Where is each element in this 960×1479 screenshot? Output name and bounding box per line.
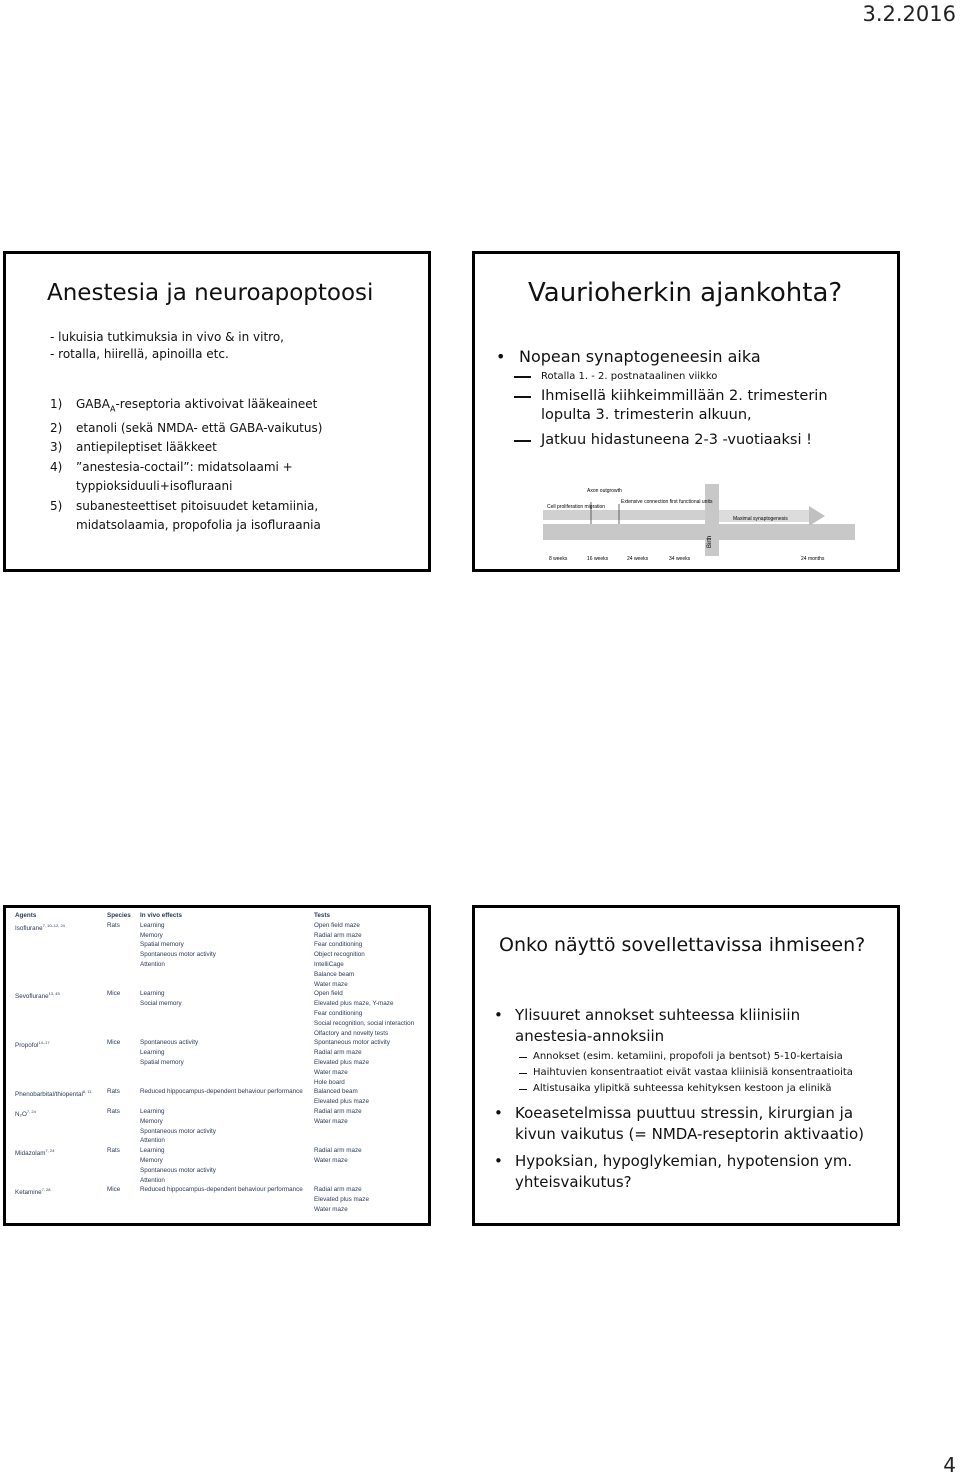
- timeline-label-axon: Axon outgrowth: [587, 488, 622, 494]
- agent-ref: 13, 45: [48, 991, 60, 997]
- timeline-label-proliferation: Cell proliferation migration: [547, 504, 606, 510]
- tests-cell: [314, 1107, 424, 1146]
- test-item: Elevated plus maze: [314, 1098, 369, 1106]
- tests-cell: [314, 1038, 424, 1087]
- item-text-pre: GABA: [76, 397, 110, 411]
- sub-bullet: Haihtuvien konsentraatiot eivät vastaa kliinisiä konsentraatioita: [491, 1065, 891, 1081]
- bullet: • Koeasetelmissa puuttuu stressin, kirurgian ja kivun vaikutus (= NMDA-reseptorin aktivaatio): [491, 1103, 895, 1145]
- effect-item: Spontaneous motor activity: [140, 1127, 216, 1135]
- timeline-tick: 16 weeks: [587, 556, 609, 562]
- agent-name: Phenobarbital/thiopental: [15, 1091, 83, 1099]
- effect-item: Spontaneous motor activity: [140, 951, 216, 959]
- item-number: 1): [50, 397, 63, 411]
- agent-cell: [15, 1038, 107, 1087]
- agent-cell: [15, 1185, 107, 1214]
- sub-bullet: Annokset (esim. ketamiini, propofoli ja bentsot) 5-10-kertaisia: [491, 1049, 891, 1065]
- effects-cell: [140, 1146, 314, 1185]
- agent-cell: [15, 1146, 107, 1185]
- test-item: Radial arm maze: [314, 1147, 362, 1155]
- test-item: Radial arm maze: [314, 1186, 362, 1194]
- effect-item: Learning: [140, 1147, 165, 1155]
- agent-ref: 14–17: [38, 1040, 50, 1046]
- test-item: Balance beam: [314, 970, 355, 978]
- test-item: Radial arm maze: [314, 931, 362, 939]
- item-text: [76, 395, 406, 419]
- table-row: [15, 921, 424, 990]
- list-item: [50, 395, 406, 419]
- list-item: [50, 458, 406, 497]
- species-cell: Mice: [107, 1186, 121, 1194]
- test-item: Social recognition, social interaction: [314, 1019, 415, 1027]
- test-item: Radial arm maze: [314, 1107, 362, 1115]
- test-item: Elevated plus maze: [314, 1058, 369, 1066]
- tests-cell: [314, 1185, 424, 1214]
- timeline-label-synaptogenesis: Maximal synaptogenesis: [733, 516, 788, 522]
- item-text-post: -reseptoria aktivoivat lääkeaineet: [115, 397, 318, 411]
- table-row: [15, 1146, 424, 1185]
- effects-cell: [140, 1185, 314, 1214]
- test-item: IntelliCage: [314, 960, 344, 968]
- test-item: Fear conditioning: [314, 941, 363, 949]
- table-row: [15, 989, 424, 1038]
- header-tests: Tests: [314, 912, 330, 919]
- slide-vulnerable-period: [472, 251, 900, 572]
- slide-anesthesia-neuroapoptosis: [3, 251, 431, 572]
- effect-item: Memory: [140, 931, 163, 939]
- item-number: 2): [50, 420, 63, 435]
- agent-name: Midazolam: [15, 1150, 46, 1158]
- effect-item: Reduced hippocampus-dependent behaviour performance: [140, 1186, 303, 1194]
- species-cell: Mice: [107, 990, 121, 998]
- item-text: antiepileptiset lääkkeet: [76, 440, 217, 455]
- slide-title: Vaurioherkin ajankohta?: [528, 278, 843, 308]
- header-effects: In vivo effects: [140, 912, 182, 919]
- intro-line: - rotalla, hiirellä, apinoilla etc.: [50, 347, 229, 361]
- agent-ref: 7, 28: [41, 1187, 51, 1193]
- timeline-tick: 24 months: [801, 556, 825, 562]
- effect-item: Learning: [140, 990, 165, 998]
- effect-item: Learning: [140, 921, 165, 929]
- bullet: • Ylisuuret annokset suhteessa kliinisiin anestesia-annoksiin: [491, 1005, 835, 1047]
- table-header: [15, 911, 424, 921]
- item-number: 3): [50, 440, 63, 455]
- timeline-tick: 8 weeks: [549, 556, 568, 562]
- agent-ref: 7, 24: [26, 1108, 36, 1114]
- test-item: Spontaneous motor activity: [314, 1039, 390, 1047]
- effect-item: Attention: [140, 960, 165, 968]
- test-item: Object recognition: [314, 951, 365, 959]
- species-cell: Mice: [107, 1039, 121, 1047]
- effect-item: Memory: [140, 1117, 163, 1125]
- brain-development-timeline: [535, 484, 865, 566]
- effect-item: Attention: [140, 1137, 165, 1145]
- agent-cell: [15, 921, 107, 990]
- intro-text: [50, 329, 284, 363]
- list-item: [50, 438, 406, 458]
- effects-cell: [140, 1038, 314, 1087]
- agent-cell: [15, 1107, 107, 1146]
- timeline-birth-label: Birth: [707, 535, 713, 548]
- species-cell: Rats: [107, 921, 120, 929]
- list-item: [50, 419, 406, 439]
- header-species: Species: [107, 912, 131, 919]
- test-item: Water maze: [314, 1068, 348, 1076]
- test-item: Elevated plus maze: [314, 1196, 369, 1204]
- species-cell: Rats: [107, 1147, 120, 1155]
- sub-bullet: Rotalla 1. - 2. postnataalinen viikko: [491, 369, 891, 384]
- effect-item: Learning: [140, 1107, 165, 1115]
- slide-human-applicability: [472, 905, 900, 1226]
- intro-line: - lukuisia tutkimuksia in vivo & in vitro,: [50, 330, 284, 344]
- timeline-tick: 34 weeks: [669, 556, 691, 562]
- agent-name: Ketamine: [15, 1189, 42, 1197]
- effect-item: Spatial memory: [140, 1058, 184, 1066]
- slide-body: [491, 999, 891, 1193]
- test-item: Fear conditioning: [314, 1009, 363, 1017]
- test-item: Water maze: [314, 980, 348, 988]
- bullet: • Nopean synaptogeneesin aika: [491, 347, 891, 367]
- numbered-list: [50, 395, 406, 536]
- item-text: subanesteettiset pitoisuudet ketamiinia, midatsolaamia, propofolia ja isofluraania: [76, 498, 321, 533]
- agent-ref: 7, 24: [45, 1148, 55, 1154]
- test-item: Water maze: [314, 1117, 348, 1125]
- test-item: Elevated plus maze, Y-maze: [314, 1000, 394, 1008]
- effect-item: Reduced hippocampus-dependent behaviour performance: [140, 1088, 303, 1096]
- test-item: Olfactory and novelty tests: [314, 1029, 389, 1037]
- date-header: 3.2.2016: [862, 2, 956, 26]
- effect-item: Learning: [140, 1049, 165, 1057]
- effect-item: Spontaneous activity: [140, 1039, 199, 1047]
- test-item: Radial arm maze: [314, 1049, 362, 1057]
- test-item: Open field maze: [314, 921, 360, 929]
- slide-animal-studies-table: [3, 905, 431, 1226]
- agent-name: N₂O: [15, 1111, 27, 1119]
- slide-body: [491, 347, 891, 450]
- table-row: [15, 1038, 424, 1087]
- species-cell: Rats: [107, 1088, 120, 1096]
- agent-name: Isoflurane: [15, 924, 43, 932]
- effect-item: Social memory: [140, 1000, 182, 1008]
- table-row: [15, 1087, 424, 1107]
- agent-name: Propofol: [15, 1042, 39, 1050]
- effect-item: Memory: [140, 1156, 163, 1164]
- tests-cell: [314, 1087, 424, 1107]
- test-item: Balanced beam: [314, 1088, 358, 1096]
- effects-cell: [140, 1107, 314, 1146]
- sub-bullet: Altistusaika ylipitkä suhteessa kehityksen kestoon ja elinikä: [491, 1081, 891, 1097]
- effect-item: Spontaneous motor activity: [140, 1166, 216, 1174]
- effects-cell: [140, 989, 314, 1038]
- effect-item: Spatial memory: [140, 941, 184, 949]
- agents-table: [15, 911, 424, 1215]
- agent-name: Sevoflurane: [15, 993, 49, 1001]
- test-item: Open field: [314, 990, 343, 998]
- agent-cell: [15, 989, 107, 1038]
- test-item: Hole board: [314, 1078, 345, 1086]
- table-row: [15, 1107, 424, 1146]
- bullet: • Hypoksian, hypoglykemian, hypotension ym. yhteisvaikutus?: [491, 1151, 875, 1193]
- timeline-label-connection: Extensive connection first functional units: [621, 499, 713, 505]
- page-number: 4: [943, 1453, 956, 1477]
- agent-ref: 8, 11: [82, 1089, 92, 1095]
- item-number: 4): [50, 459, 63, 474]
- effect-item: Attention: [140, 1176, 165, 1184]
- agent-ref: 7, 10–12, 24: [42, 922, 65, 928]
- tests-cell: [314, 921, 424, 990]
- sub-bullet: Ihmisellä kiihkeimmillään 2. trimesterin lopulta 3. trimesterin alkuun,: [491, 387, 871, 425]
- item-number: 5): [50, 498, 63, 513]
- test-item: Water maze: [314, 1156, 348, 1164]
- list-item: [50, 497, 406, 536]
- sub-bullet: Jatkuu hidastuneena 2-3 -vuotiaaksi !: [491, 431, 891, 450]
- species-cell: Rats: [107, 1107, 120, 1115]
- tests-cell: [314, 1146, 424, 1185]
- table-row: [15, 1185, 424, 1214]
- item-text: etanoli (sekä NMDA- että GABA-vaikutus): [76, 420, 323, 435]
- effects-cell: [140, 921, 314, 990]
- slide-title: Anestesia ja neuroapoptoosi: [47, 280, 374, 306]
- agent-cell: [15, 1087, 107, 1107]
- item-text: ”anestesia-coctail”: midatsolaami + typpioksiduuli+isofluraani: [76, 459, 293, 494]
- timeline-tick: 24 weeks: [627, 556, 649, 562]
- tests-cell: [314, 989, 424, 1038]
- item-subscript: A: [109, 404, 116, 414]
- effects-cell: [140, 1087, 314, 1107]
- test-item: Water maze: [314, 1205, 348, 1213]
- header-agents: Agents: [15, 912, 37, 919]
- slide-title: Onko näyttö sovellettavissa ihmiseen?: [499, 934, 866, 956]
